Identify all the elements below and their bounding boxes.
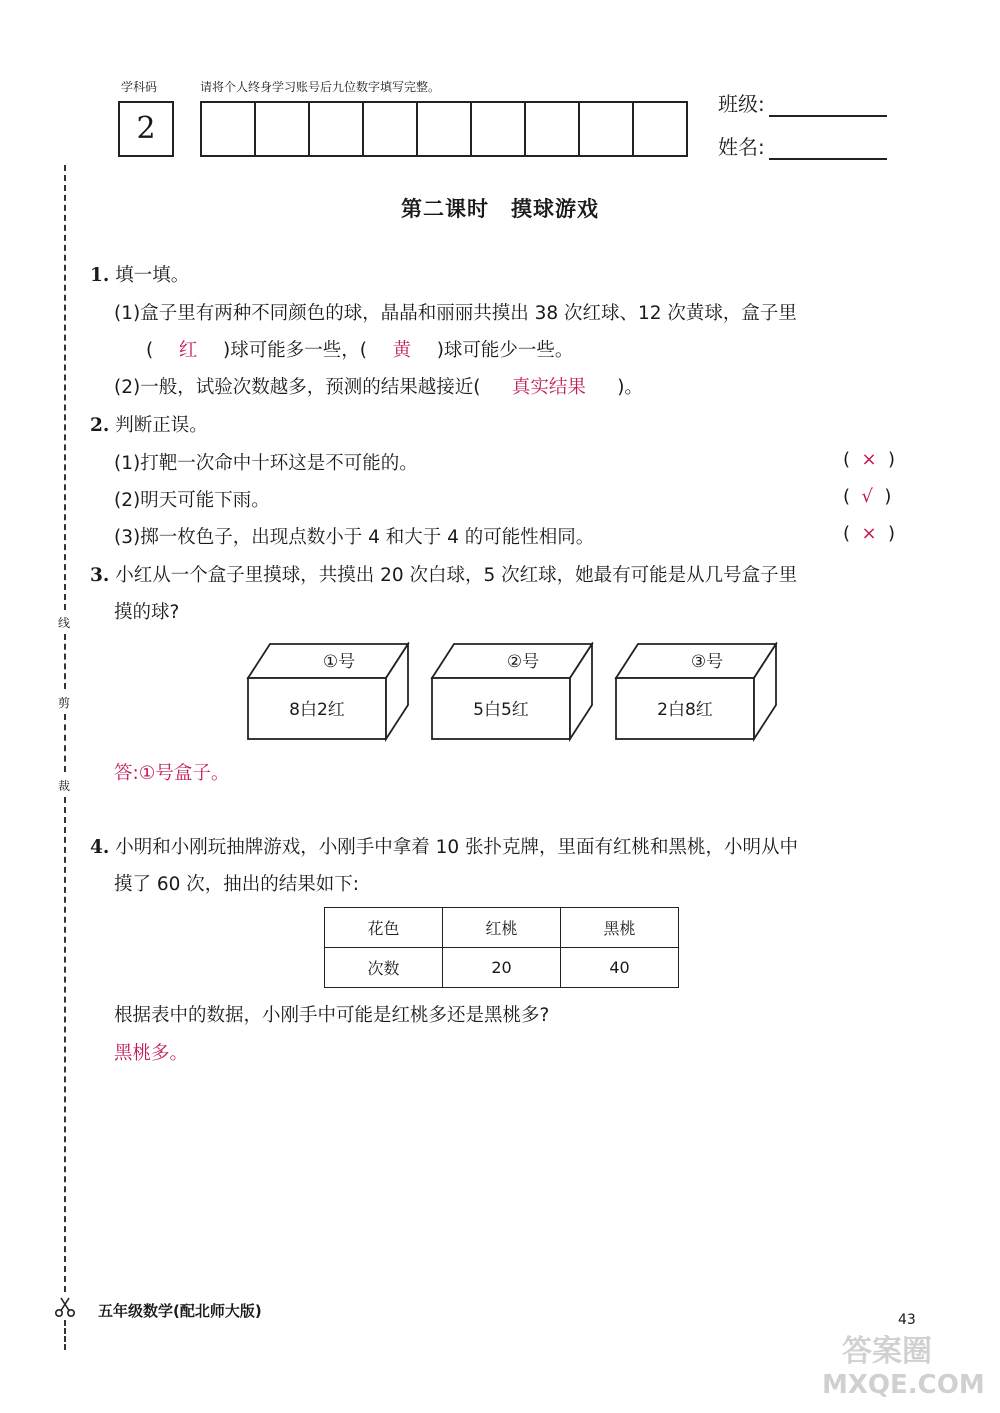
footer-book-title: 五年级数学(配北师大版) [98,1302,262,1320]
table-header-cell: 红桃 [443,908,561,948]
q1-part1-line1: (1)盒子里有两种不同颜色的球，晶晶和丽丽共摸出 38 次红球、12 次黄球，盒子里 [114,303,797,324]
digit-box[interactable] [472,103,526,155]
cross-mark-icon: × [861,523,877,544]
digit-box[interactable] [202,103,256,155]
table-header-cell: 花色 [325,908,443,948]
subject-code-box: 2 [118,101,174,157]
page-title: 第二课时 摸球游戏 [401,197,599,221]
name-input-line[interactable] [769,136,887,160]
q2-number: 2. [90,415,110,436]
instruction-text: 请将个人终身学习账号后九位数字填写完整。 [200,80,441,94]
q1-part1-line2 [146,336,573,362]
box-3-label: ③号 [690,652,724,672]
q4-text-1: 小明和小刚玩抽牌游戏，小刚手中拿着 10 张扑克牌，里面有红桃和黑桃，小明从中 [115,837,799,858]
q3-number: 3. [90,565,110,586]
box-1-content: 8白2红 [289,700,345,720]
q1-part1-mid: )球可能多一些，( [223,340,367,361]
digit-box[interactable] [526,103,580,155]
q3-line-2: 摸的球? [114,602,180,623]
q4-answer: 黑桃多。 [114,1043,189,1064]
results-table [324,907,679,988]
table-header-cell: 黑桃 [561,908,679,948]
q1-part2-start: (2)一般，试验次数越多，预测的结果越接近( [114,377,481,398]
margin-mark-cai: 裁 [58,779,71,793]
q2-judgement-3: ( × ) [843,523,896,544]
q4-question: 根据表中的数据，小刚手中可能是红桃多还是黑桃多? [114,1005,550,1026]
q1-answer-yellow: 黄 [392,340,412,361]
watermark-site: MXQE.COM [822,1370,985,1400]
name-field[interactable] [718,131,887,160]
ball-box-3 [614,642,779,746]
q1-part2-end: )。 [617,377,643,398]
cut-line-segment [64,714,66,772]
digit-box[interactable] [580,103,634,155]
q2-stem: 判断正误。 [115,415,208,436]
q2-judgement-1: ( × ) [843,449,896,470]
name-label: 姓名: [718,135,765,159]
digit-box[interactable] [418,103,472,155]
q1-number: 1. [90,265,110,286]
cut-line-end [64,1320,66,1350]
paren-open: ( [146,340,154,361]
q4-line-1 [90,833,798,859]
q2-item-3: (3)掷一枚色子，出现点数小于 4 和大于 4 的可能性相同。 [114,527,595,548]
margin-mark-jian: 剪 [58,696,71,710]
table-cell: 20 [443,948,561,988]
digit-box[interactable] [310,103,364,155]
account-digit-boxes[interactable] [200,101,688,157]
cut-line-top [64,165,66,610]
q1-part2 [114,373,643,399]
table-header-row [325,908,679,948]
q3-line-1 [90,561,797,587]
digit-box[interactable] [256,103,310,155]
q1-stem: 填一填。 [115,265,190,286]
q1-part1-end: )球可能少一些。 [436,340,574,361]
class-input-line[interactable] [769,93,887,117]
digit-box[interactable] [364,103,418,155]
box-1-label: ①号 [322,652,356,672]
q4-line-2: 摸了 60 次，抽出的结果如下: [114,874,360,895]
q3-answer: 答:①号盒子。 [114,763,230,784]
watermark-logo-text: 答案圈 [842,1334,932,1369]
ball-box-1 [246,642,411,746]
class-label: 班级: [718,92,765,116]
margin-mark-xian: 线 [58,616,71,630]
q1-answer-red: 红 [178,340,198,361]
cross-mark-icon: × [861,449,877,470]
q2-item-1: (1)打靶一次命中十环这是不可能的。 [114,453,418,474]
q1-answer-truth: 真实结果 [511,377,586,398]
scissors-icon [54,1296,76,1318]
q3-text-1: 小红从一个盒子里摸球，共摸出 20 次白球，5 次红球，她最有可能是从几号盒子里 [115,565,798,586]
page-number: 43 [898,1312,916,1328]
cut-line-bottom [64,797,66,1292]
box-3-content: 2白8红 [657,700,713,720]
table-row [325,948,679,988]
class-field[interactable] [718,88,887,117]
q2-judgement-2: ( √ ) [843,486,892,507]
subject-code-label: 学科码 [121,80,158,94]
table-cell: 40 [561,948,679,988]
digit-box[interactable] [634,103,686,155]
q2-item-2: (2)明天可能下雨。 [114,490,270,511]
q2-heading [90,411,208,437]
table-cell: 次数 [325,948,443,988]
box-2-label: ②号 [506,652,540,672]
q1-heading [90,261,189,287]
check-mark-icon: √ [861,486,873,507]
q4-number: 4. [90,837,110,858]
ball-box-2 [430,642,595,746]
cut-line-segment [64,634,66,689]
box-2-content: 5白5红 [473,700,529,720]
